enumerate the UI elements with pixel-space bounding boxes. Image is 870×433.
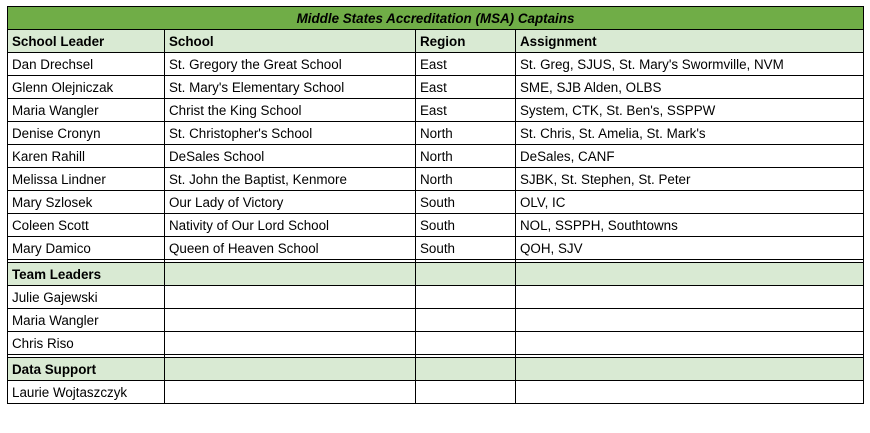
team-leaders-label[interactable]: Team Leaders bbox=[8, 263, 165, 286]
school-leader-cell[interactable]: Karen Rahill bbox=[8, 145, 165, 168]
data-support-label[interactable]: Data Support bbox=[8, 358, 165, 381]
region-cell[interactable]: East bbox=[416, 76, 516, 99]
school-cell[interactable]: Nativity of Our Lord School bbox=[165, 214, 416, 237]
empty-cell[interactable] bbox=[516, 381, 864, 404]
table-row bbox=[8, 53, 864, 76]
table-row bbox=[8, 168, 864, 191]
table-row bbox=[8, 332, 864, 355]
empty-cell[interactable] bbox=[416, 358, 516, 381]
msa-captains-table bbox=[7, 6, 864, 404]
data-support-name-cell[interactable]: Laurie Wojtaszczyk bbox=[8, 381, 165, 404]
region-cell[interactable]: North bbox=[416, 122, 516, 145]
table-row bbox=[8, 214, 864, 237]
empty-cell[interactable] bbox=[165, 381, 416, 404]
title-row bbox=[8, 7, 864, 30]
table-row bbox=[8, 237, 864, 260]
empty-cell[interactable] bbox=[416, 332, 516, 355]
empty-cell[interactable] bbox=[516, 286, 864, 309]
empty-cell[interactable] bbox=[165, 358, 416, 381]
school-cell[interactable]: DeSales School bbox=[165, 145, 416, 168]
empty-cell[interactable] bbox=[165, 286, 416, 309]
school-cell[interactable]: Our Lady of Victory bbox=[165, 191, 416, 214]
region-cell[interactable]: South bbox=[416, 214, 516, 237]
header-row bbox=[8, 30, 864, 53]
region-cell[interactable]: East bbox=[416, 53, 516, 76]
region-cell[interactable]: East bbox=[416, 99, 516, 122]
school-leader-cell[interactable]: Melissa Lindner bbox=[8, 168, 165, 191]
school-leader-cell[interactable]: Dan Drechsel bbox=[8, 53, 165, 76]
header-region[interactable]: Region bbox=[416, 30, 516, 53]
school-cell[interactable]: St. John the Baptist, Kenmore bbox=[165, 168, 416, 191]
assignment-cell[interactable]: SME, SJB Alden, OLBS bbox=[516, 76, 864, 99]
assignment-cell[interactable]: QOH, SJV bbox=[516, 237, 864, 260]
region-cell[interactable]: South bbox=[416, 191, 516, 214]
sheet-title[interactable]: Middle States Accreditation (MSA) Captains bbox=[8, 7, 864, 30]
school-cell[interactable]: Queen of Heaven School bbox=[165, 237, 416, 260]
school-leader-cell[interactable]: Coleen Scott bbox=[8, 214, 165, 237]
empty-cell[interactable] bbox=[165, 309, 416, 332]
school-cell[interactable]: St. Christopher's School bbox=[165, 122, 416, 145]
empty-cell[interactable] bbox=[516, 309, 864, 332]
team-leaders-name-cell[interactable]: Julie Gajewski bbox=[8, 286, 165, 309]
table-row bbox=[8, 191, 864, 214]
table-row bbox=[8, 309, 864, 332]
region-cell[interactable]: North bbox=[416, 168, 516, 191]
empty-cell[interactable] bbox=[516, 358, 864, 381]
empty-cell[interactable] bbox=[416, 309, 516, 332]
school-leader-cell[interactable]: Denise Cronyn bbox=[8, 122, 165, 145]
empty-cell[interactable] bbox=[416, 263, 516, 286]
empty-cell[interactable] bbox=[165, 332, 416, 355]
empty-cell[interactable] bbox=[516, 332, 864, 355]
assignment-cell[interactable]: DeSales, CANF bbox=[516, 145, 864, 168]
header-school[interactable]: School bbox=[165, 30, 416, 53]
school-leader-cell[interactable]: Mary Damico bbox=[8, 237, 165, 260]
region-cell[interactable]: North bbox=[416, 145, 516, 168]
header-assignment[interactable]: Assignment bbox=[516, 30, 864, 53]
table-row bbox=[8, 99, 864, 122]
assignment-cell[interactable]: NOL, SSPPH, Southtowns bbox=[516, 214, 864, 237]
assignment-cell[interactable]: SJBK, St. Stephen, St. Peter bbox=[516, 168, 864, 191]
data-support-header-row bbox=[8, 358, 864, 381]
assignment-cell[interactable]: St. Greg, SJUS, St. Mary's Swormville, NVM bbox=[516, 53, 864, 76]
table-row bbox=[8, 145, 864, 168]
table-row bbox=[8, 286, 864, 309]
assignment-cell[interactable]: OLV, IC bbox=[516, 191, 864, 214]
empty-cell[interactable] bbox=[516, 263, 864, 286]
assignment-cell[interactable]: System, CTK, St. Ben's, SSPPW bbox=[516, 99, 864, 122]
school-cell[interactable]: St. Mary's Elementary School bbox=[165, 76, 416, 99]
team-leaders-name-cell[interactable]: Maria Wangler bbox=[8, 309, 165, 332]
region-cell[interactable]: South bbox=[416, 237, 516, 260]
table-row bbox=[8, 122, 864, 145]
table-row bbox=[8, 381, 864, 404]
table-row bbox=[8, 76, 864, 99]
header-school-leader[interactable]: School Leader bbox=[8, 30, 165, 53]
empty-cell[interactable] bbox=[416, 286, 516, 309]
school-leader-cell[interactable]: Glenn Olejniczak bbox=[8, 76, 165, 99]
assignment-cell[interactable]: St. Chris, St. Amelia, St. Mark's bbox=[516, 122, 864, 145]
team-leaders-name-cell[interactable]: Chris Riso bbox=[8, 332, 165, 355]
school-cell[interactable]: Christ the King School bbox=[165, 99, 416, 122]
school-leader-cell[interactable]: Mary Szlosek bbox=[8, 191, 165, 214]
empty-cell[interactable] bbox=[416, 381, 516, 404]
team-leaders-header-row bbox=[8, 263, 864, 286]
school-leader-cell[interactable]: Maria Wangler bbox=[8, 99, 165, 122]
school-cell[interactable]: St. Gregory the Great School bbox=[165, 53, 416, 76]
empty-cell[interactable] bbox=[165, 263, 416, 286]
